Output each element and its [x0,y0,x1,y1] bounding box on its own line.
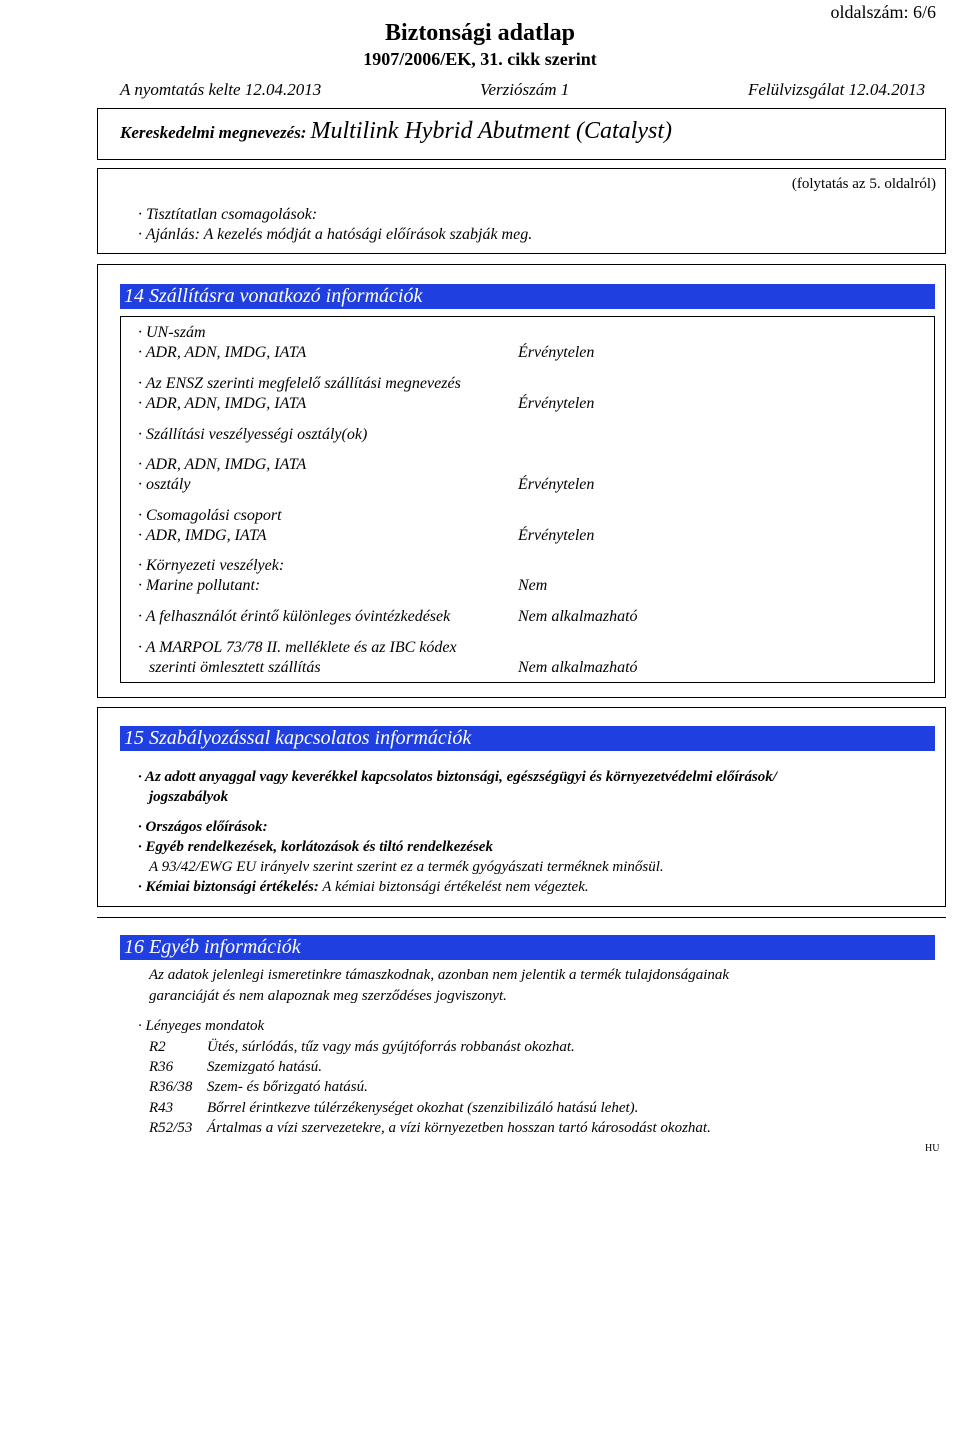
phrase-code: R36/38 [149,1079,193,1095]
packing-group-modes: · ADR, IMDG, IATA [138,527,267,544]
marine-pollutant-value: Nem [518,577,548,594]
section-16-title: 16 Egyéb információk [120,935,935,960]
chemical-safety-assessment [138,877,589,897]
phrase-text: Ártalmas a vízi szervezetekre, a vízi környezetben hosszan tartó károsodást okozhat. [207,1120,711,1136]
un-number-modes: · ADR, ADN, IMDG, IATA [138,344,307,361]
directive-note: A 93/42/EWG EU irányelv szerint szerint ez a termék gyógyászati terméknek minősül. [149,859,664,875]
relevant-phrases-label: · Lényeges mondatok [138,1018,265,1034]
chemical-safety-text: A kémiai biztonsági értékelést nem végeztek. [318,879,589,895]
user-precautions-value: Nem alkalmazható [518,608,638,625]
trade-name-label: Kereskedelmi megnevezés: [120,123,307,142]
language-code: HU [925,1143,940,1154]
regulations-heading: · Az adott anyaggal vagy keverékkel kapcsolatos biztonsági, egészségügyi és környezetvédelmi előírások/ [138,769,777,785]
marpol-label-2: szerinti ömlesztett szállítás [149,659,321,676]
packing-group-value: Érvénytelen [518,527,595,544]
recommendation [138,225,532,245]
continuation-note: (folytatás az 5. oldalról) [791,176,936,192]
hazard-class-modes: · ADR, ADN, IMDG, IATA [138,456,307,473]
phrase-text: Szemizgató hatású. [207,1059,323,1075]
info-paragraph-1: Az adatok jelenlegi ismeretinkre támaszkodnak, azonban nem jelentik a termék tulajdonságainak [149,967,730,983]
marine-pollutant-label: · Marine pollutant: [138,577,261,594]
phrase-text: Ütés, súrlódás, tűz vagy más gyújtóforrás robbanást okozhat. [207,1039,575,1055]
info-paragraph-2: garanciáját és nem alapoznak meg szerződéses jogviszonyt. [149,988,507,1004]
shipping-name-modes: · ADR, ADN, IMDG, IATA [138,395,307,412]
packing-group-label: · Csomagolási csoport [138,507,282,524]
shipping-name-label: · Az ENSZ szerinti megfelelő szállítási megnevezés [138,375,461,392]
trade-name [120,118,672,145]
phrase-text: Szem- és bőrizgató hatású. [207,1079,368,1095]
national-regulations: · Országos előírások: [138,819,268,835]
revision-date: Felülvizsgálat 12.04.2013 [748,80,926,99]
phrase-code: R36 [149,1059,174,1075]
marpol-label-1: · A MARPOL 73/78 II. melléklete és az IBC kódex [138,639,457,656]
shipping-name-value: Érvénytelen [518,395,595,412]
env-hazard-label: · Környezeti veszélyek: [138,557,285,574]
phrase-code: R43 [149,1100,174,1116]
section-15-title: 15 Szabályozással kapcsolatos információk [120,726,935,751]
phrase-code: R52/53 [149,1120,193,1136]
user-precautions-label: · A felhasználót érintő különleges óvintézkedések [138,608,451,625]
document-title: Biztonsági adatlap [384,20,576,46]
trade-name-value: Multilink Hybrid Abutment (Catalyst) [310,118,672,144]
uncleaned-packaging: · Tisztítatlan csomagolások: [138,206,318,223]
marpol-value: Nem alkalmazható [518,659,638,676]
section-14-title: 14 Szállításra vonatkozó információk [120,284,935,309]
recommendation-label: · Ajánlás: [138,226,200,243]
version-number: Verziószám 1 [480,80,570,99]
print-date: A nyomtatás kelte 12.04.2013 [120,80,322,99]
un-number-value: Érvénytelen [518,344,595,361]
hazard-class-sub: · osztály [138,476,191,493]
page-number: oldalszám: 6/6 [830,2,936,22]
hazard-class-label: · Szállítási veszélyességi osztály(ok) [138,426,368,443]
document-subtitle: 1907/2006/EK, 31. cikk szerint [363,49,597,69]
other-restrictions: · Egyéb rendelkezések, korlátozások és tiltó rendelkezések [138,839,493,855]
un-number-label: · UN-szám [138,324,206,341]
phrase-text: Bőrrel érintkezve túlérzékenységet okozhat (szenzibilizáló hatású lehet). [207,1100,639,1116]
phrase-code: R2 [149,1039,166,1055]
section-16-box [97,917,946,918]
recommendation-text: A kezelés módját a hatósági előírások szabják meg. [199,226,533,243]
hazard-class-value: Érvénytelen [518,476,595,493]
section-14-table [120,316,935,683]
regulations-heading-2: jogszabályok [149,789,229,805]
chemical-safety-label: · Kémiai biztonsági értékelés: [138,879,319,895]
